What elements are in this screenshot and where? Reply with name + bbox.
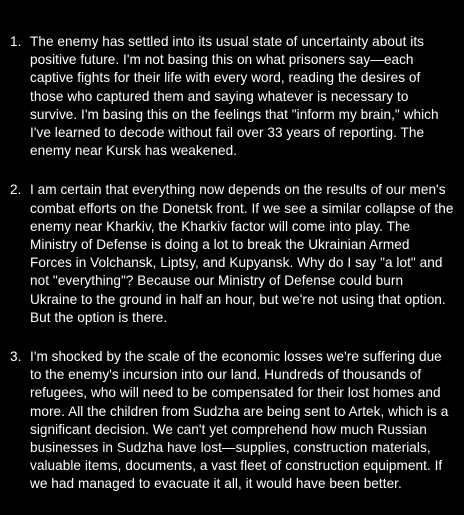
list-item xyxy=(10,33,454,160)
list-item xyxy=(10,348,454,494)
list-item-text: I am certain that everything now depends on the results of our men's combat efforts on the Donetsk front. If we see a similar collapse of the enemy near Kharkiv, the Kharkiv factor will come into play. The Ministry of Defense is doing a lot to break the Ukrainian Armed Forces in Volchansk, Liptsy, and Kupyansk. Why do I say "a lot" and not "everything"? Because our Ministry of Defense could burn Ukraine to the ground in half an hour, but we're not using that option. But the option is there. xyxy=(30,182,454,325)
list-item-text: The enemy has settled into its usual state of uncertainty about its positive future. I'm not basing this on what prisoners say—each captive fights for their life with every word, reading the desires of those who captured them and saying whatever is necessary to survive. I'm basing this on the feelings that "inform my brain," which I've learned to decode without fail over 33 years of reporting. The enemy near Kursk has weakened. xyxy=(30,34,439,159)
list-item xyxy=(10,181,454,327)
list-item-number: 3. xyxy=(10,349,22,365)
list-item-text: I'm shocked by the scale of the economic losses we're suffering due to the enemy's incursion into our land. Hundreds of thousands of refugees, who will need to be compensated for their lost homes and more. All the children from Sudzha are being sent to Artek, which is a significant decision. We can't yet comprehend how much Russian businesses in Sudzha have lost—supplies, construction materials, valuable items, documents, a vast fleet of construction equipment. If we had managed to evacuate it all, it would have been better. xyxy=(30,349,449,492)
numbered-list xyxy=(10,33,454,515)
list-item-number: 1. xyxy=(10,34,22,49)
list-item-number: 2. xyxy=(10,182,22,198)
